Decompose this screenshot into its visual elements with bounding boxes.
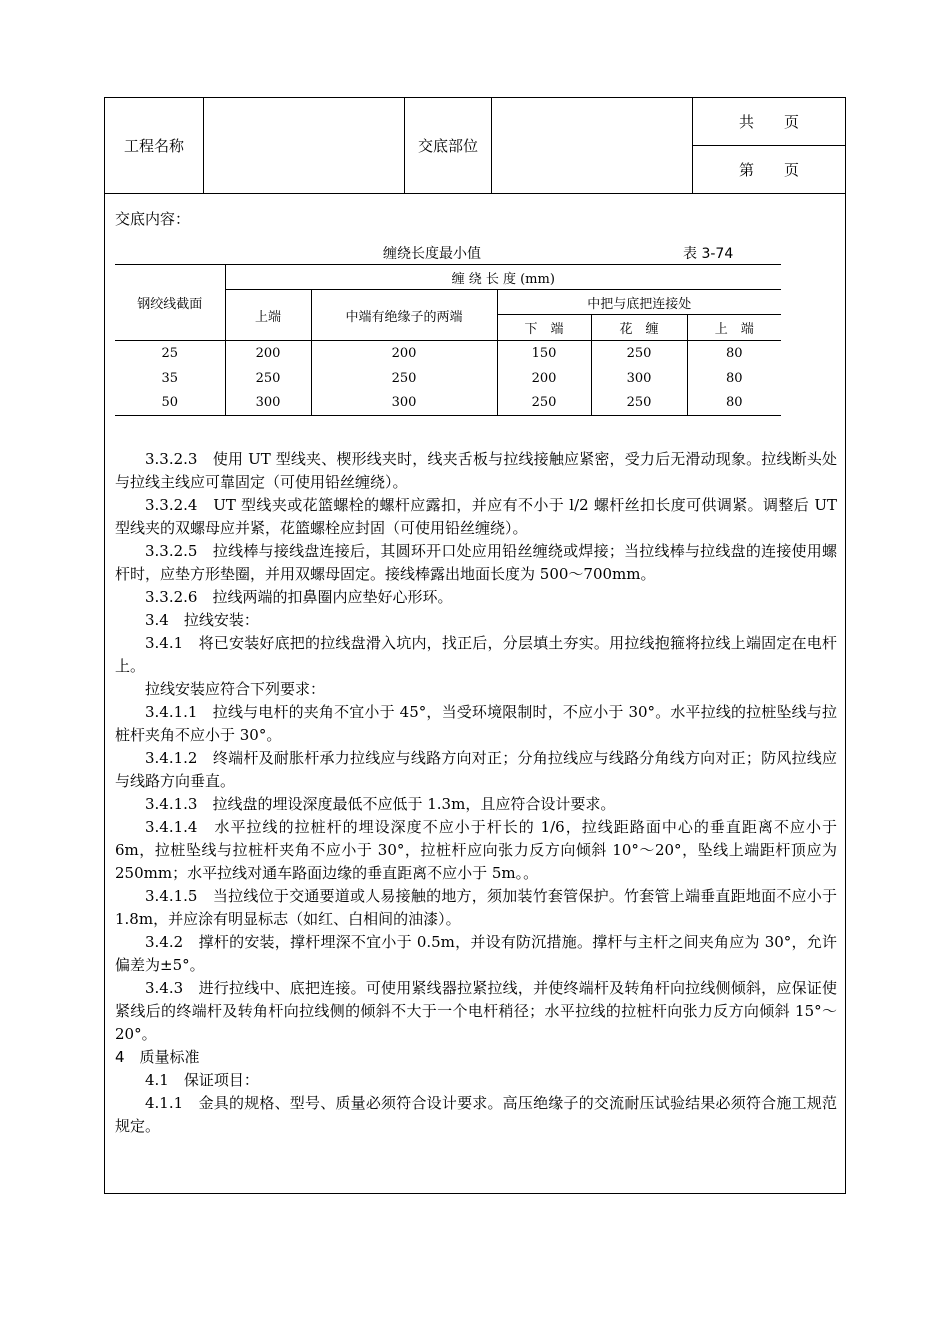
cell: 80 xyxy=(687,391,781,416)
paragraph: 3.4.1.1 拉线与电杆的夹角不宜小于 45°，当受环境限制时，不应小于 30°。水平拉线的拉桩坠线与拉桩杆夹角不应小于 30°。 xyxy=(115,703,837,744)
cell: 80 xyxy=(687,366,781,391)
content-label: 交底内容： xyxy=(115,210,191,228)
cell: 250 xyxy=(311,366,497,391)
table-caption xyxy=(105,243,845,263)
paragraph: 3.4 拉线安装： xyxy=(145,611,259,629)
col-join-lower-header: 下 端 xyxy=(497,315,591,341)
col-section-header: 钢绞线截面 xyxy=(115,265,225,341)
cell: 200 xyxy=(311,341,497,366)
cell: 250 xyxy=(591,391,687,416)
col-middle-header: 中端有绝缘子的两端 xyxy=(311,290,497,341)
col-join-upper-header: 上 端 xyxy=(687,315,781,341)
cell: 250 xyxy=(497,391,591,416)
paragraph: 3.3.2.5 拉线棒与接线盘连接后，其圆环开口处应用铅丝缠绕或焊接；当拉线棒与拉线盘的连接使用螺杆时，应垫方形垫圈，并用双螺母固定。接线棒露出地面长度为 500～700mm。 xyxy=(115,542,837,583)
cell: 50 xyxy=(115,391,225,416)
paragraph: 拉线安装应符合下列要求： xyxy=(145,680,326,698)
paragraph: 3.4.3 进行拉线中、底把连接。可使用紧线器拉紧拉线，并使终端杆及转角杆向拉线侧倾斜，应保证使紧线后的终端杆及转角杆向拉线侧的倾斜不大于一个电杆稍径；水平拉线的拉桩杆向张力反方向倾斜 15°～20°。 xyxy=(115,979,837,1043)
cell: 300 xyxy=(311,391,497,416)
col-join-wrap-header: 花 缠 xyxy=(591,315,687,341)
table-row xyxy=(115,391,781,416)
total-pages-text: 共 页 xyxy=(738,113,799,131)
location-label: 交底部位 xyxy=(405,98,492,193)
cell: 300 xyxy=(591,366,687,391)
col-join-header: 中把与底把连接处 xyxy=(497,290,781,315)
winding-length-table xyxy=(115,264,781,416)
table-row xyxy=(115,341,781,366)
body-text xyxy=(115,448,837,1138)
location-value xyxy=(492,98,693,193)
cell: 250 xyxy=(225,366,311,391)
cell: 250 xyxy=(591,341,687,366)
disclosure-form xyxy=(104,97,846,1194)
form-header xyxy=(105,98,845,194)
project-name-value xyxy=(204,98,405,193)
table-title: 缠绕长度最小值 xyxy=(383,246,481,262)
cell: 150 xyxy=(497,341,591,366)
paragraph: 4.1 保证项目： xyxy=(145,1071,259,1089)
paragraph: 4.1.1 金具的规格、型号、质量必须符合设计要求。高压绝缘子的交流耐压试验结果必须符合施工规范规定。 xyxy=(115,1094,837,1135)
paragraph: 3.4.1.3 拉线盘的埋设深度最低不应低于 1.3m，且应符合设计要求。 xyxy=(145,795,616,813)
cell: 80 xyxy=(687,341,781,366)
cell: 300 xyxy=(225,391,311,416)
project-name-label: 工程名称 xyxy=(105,98,204,193)
col-top-header: 上端 xyxy=(225,290,311,341)
total-pages xyxy=(693,98,845,146)
section-heading: 4 质量标准 xyxy=(115,1048,200,1066)
cell: 200 xyxy=(497,366,591,391)
cell: 200 xyxy=(225,341,311,366)
paragraph: 3.3.2.4 UT 型线夹或花篮螺栓的螺杆应露扣，并应有不小于 l/2 螺杆丝扣长度可供调紧。调整后 UT 型线夹的双螺母应并紧，花篮螺栓应封固（可使用铅丝缠绕）。 xyxy=(115,496,837,537)
paragraph: 3.4.1.4 水平拉线的拉桩杆的埋设深度不应小于杆长的 1/6，拉线距路面中心的垂直距离不应小于 6m，拉桩坠线与拉桩杆夹角不应小于 30°，拉桩杆应向张力反方向倾斜 10°～20°，坠线上端距杆顶应为 250mm；水平拉线对通车路面边缘的垂直距离不应小于 5m。。 xyxy=(115,818,837,882)
page-number xyxy=(693,146,845,193)
page-number-text: 第 页 xyxy=(738,161,799,179)
table-row xyxy=(115,366,781,391)
paragraph: 3.3.2.6 拉线两端的扣鼻圈内应垫好心形环。 xyxy=(145,588,453,606)
paragraph: 3.4.1 将已安装好底把的拉线盘滑入坑内，找正后，分层填土夯实。用拉线抱箍将拉线上端固定在电杆上。 xyxy=(115,634,837,675)
paragraph: 3.4.1.2 终端杆及耐胀杆承力拉线应与线路方向对正；分角拉线应与线路分角线方向对正；防风拉线应与线路方向垂直。 xyxy=(115,749,837,790)
paragraph: 3.4.1.5 当拉线位于交通要道或人易接触的地方，须加装竹套管保护。竹套管上端垂直距地面不应小于 1.8m，并应涂有明显标志（如红、白相间的油漆）。 xyxy=(115,887,837,928)
paragraph: 3.3.2.3 使用 UT 型线夹、楔形线夹时，线夹舌板与拉线接触应紧密，受力后无滑动现象。拉线断头处与拉线主线应可靠固定（可使用铅丝缠绕）。 xyxy=(115,450,837,491)
paragraph: 3.4.2 撑杆的安装，撑杆埋深不宜小于 0.5m，并设有防沉措施。撑杆与主杆之间夹角应为 30°，允许偏差为±5°。 xyxy=(115,933,837,974)
cell: 25 xyxy=(161,345,179,361)
col-group-header: 缠 绕 长 度 (mm) xyxy=(225,265,781,290)
cell: 35 xyxy=(161,370,179,386)
table-number: 表 3-74 xyxy=(683,246,734,262)
